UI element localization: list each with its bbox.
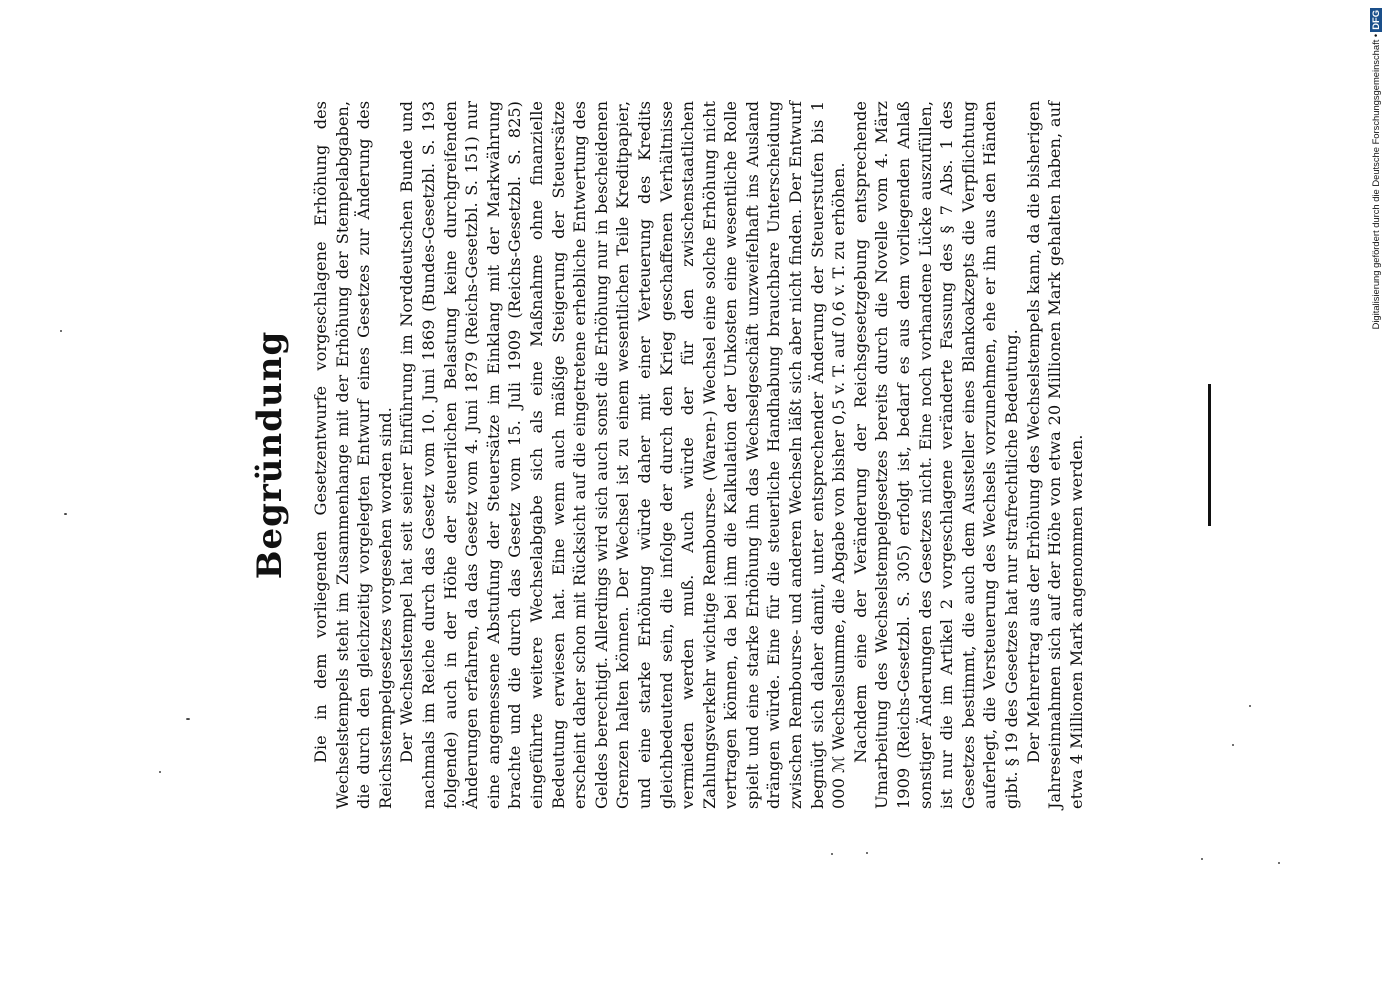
funding-note-text: Digitalisierung gefördert durch die Deutsche Forschungsgemeinschaft •	[1370, 33, 1381, 330]
scan-speck	[1201, 858, 1203, 860]
document-title: Begründung	[250, 330, 290, 580]
paragraph-revenue: Der Mehrertrag aus der Erhöhung des Wechselstempels kann, da die bisherigen Jahreseinnahmen sich auf der Höhe von etwa 20 Millionen Mark gehalten haben, auf etwa 4 Millionen Mark angenommen werden.	[1023, 101, 1086, 809]
closing-rule	[1208, 384, 1211, 526]
scan-speck	[159, 771, 161, 773]
paragraph-intro: Die in dem vorliegenden Gesetzentwurfe vorgeschlagene Erhöhung des Wechselstempels steht im Zusammenhange mit der Erhöhung der Stempelabgaben, die durch den gleichzeitig vorgelegten Entwurf eines Gesetzes zur Änderung des Reichsstempelgesetzes vorgesehen worden sind.	[311, 101, 395, 809]
rotated-text-frame	[240, 95, 1170, 815]
paragraph-history: Der Wechselstempel hat seit seiner Einführung im Norddeutschen Bunde und nachmals im Reiche durch das Gesetz vom 10. Juni 1869 (Bundes-Gesetzbl. S. 193 folgende) auch in der Höhe der steuerlichen Belastung keine durchgreifenden Änderungen erfahren, da das Gesetz vom 4. Juni 1879 (Reichs-Gesetzbl. S. 151) nur eine angemessene Abstufung der Steuersätze im Einklang mit der Markwährung brachte und die durch das Gesetz vom 15. Juli 1909 (Reichs-Gesetzbl. S. 825) eingeführte weitere Wechselabgabe sich als eine Maßnahme ohne finanzielle Bedeutung erwiesen hat. Eine wenn auch mäßige Steigerung der Steuersätze erscheint daher schon mit Rücksicht auf die eingetretene erhebliche Entwertung des Geldes berechtigt. Allerdings wird sich auch sonst die Erhöhung nur in bescheidenen Grenzen halten können. Der Wechsel ist zu einem wesentlichen Teile Kreditpapier, und eine starke Erhöhung würde daher mit einer Verteuerung des Kredits gleichbedeutend sein, die infolge der durch den Krieg geschaffenen Verhältnisse vermieden werden muß. Auch würde der für den zwischenstaatlichen Zahlungsverkehr wichtige Rembourse- (Waren-) Wechsel eine solche Erhöhung nicht vertragen können, da bei ihm die Kalkulation der Unkosten eine wesentliche Rolle spielt und eine starke Erhöhung ihn das Wechselgeschäft unzweifelhaft ins Ausland drängen würde. Eine für die steuerliche Handhabung brauchbare Unterscheidung zwischen Rembourse- und anderen Wechseln läßt sich aber nicht finden. Der Entwurf begnügt sich daher damit, unter entsprechender Änderung der Steuerstufen bis 1 000 ℳ Wechselsumme, die Abgabe von bisher 0,5 v. T. auf 0,6 v. T. zu erhöhen.	[397, 101, 849, 809]
scan-speck	[64, 513, 67, 515]
funding-note-text-frame	[1362, 8, 1383, 398]
scan-speck	[831, 853, 833, 855]
scan-speck	[186, 718, 190, 720]
funding-note	[1362, 8, 1383, 398]
paragraph-amendment: Nachdem eine der Veränderung der Reichsgesetzgebung entsprechende Umarbeitung des Wechselstempelgesetzes bereits durch die Novelle vom 4. März 1909 (Reichs-Gesetzbl. S. 305) erfolgt ist, bedarf es aus dem vorliegenden Anlaß sonstiger Änderungen des Gesetzes nicht. Eine noch vorhandene Lücke auszufüllen, ist nur die im Artikel 2 vorgeschlagene veränderte Fassung des § 7 Abs. 1 des Gesetzes bestimmt, die auch dem Aussteller eines Blankoakzepts die Verpflichtung auferlegt, die Versteuerung des Wechsels vorzunehmen, ehe er ihn aus den Händen gibt. § 19 des Gesetzes hat nur strafrechtliche Bedeutung.	[850, 101, 1021, 809]
scan-speck	[1278, 862, 1280, 864]
document-body	[310, 95, 1087, 815]
page-content	[240, 95, 1170, 815]
scanned-page	[240, 95, 1170, 815]
scan-speck	[866, 852, 868, 854]
scan-speck	[60, 330, 62, 332]
scan-speck	[1232, 744, 1234, 746]
scan-speck	[1249, 705, 1251, 707]
dfg-logo: DFG	[1370, 10, 1381, 30]
